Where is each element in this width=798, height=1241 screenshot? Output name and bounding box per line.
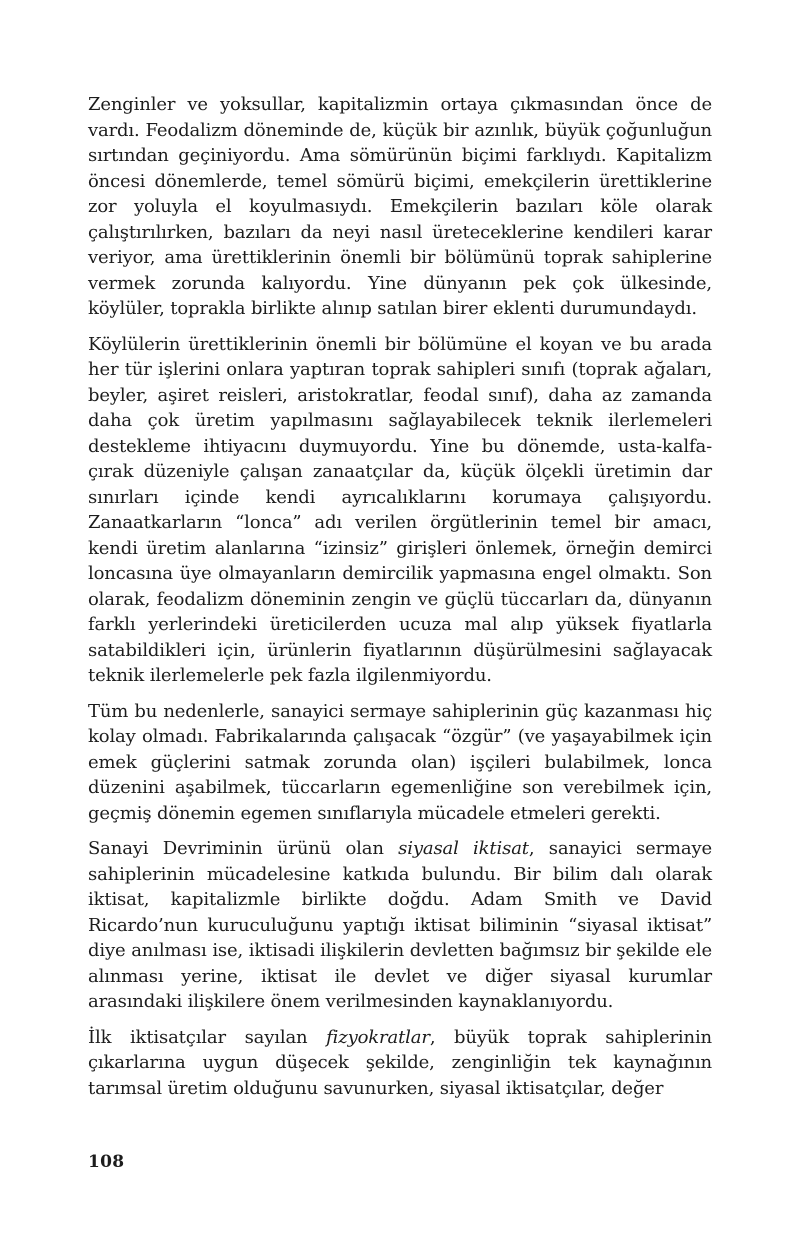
text-run: Zenginler ve yoksullar, kapitalizmin ortaya çıkmasından önce de vardı. Feodalizm döneminde de, küçük bir azınlık, büyük çoğunluğun sırtından geçiniyordu. Ama sömürünün biçimi farklıydı. Kapitalizm öncesi dönemlerde, temel sömürü biçimi, emekçilerin ürettiklerine zor yoluyla el koyulmasıydı. Emekçilerin bazıları köle olarak çalıştırılırken, bazıları da neyi nasıl üreteceklerine kendileri karar veriyor, ama ürettiklerinin önemli bir bölümünü toprak sahiplerine vermek zorunda kalıyordu. Yine dünyanın pek çok ülkesinde, köylüler, toprakla birlikte alınıp satılan birer eklenti durumundaydı. xyxy=(88,94,712,319)
text-run: Köylülerin ürettiklerinin önemli bir bölümüne el koyan ve bu arada her tür işlerini onlara yaptıran toprak sahipleri sınıfı (toprak ağaları, beyler, aşiret reisleri, aristokratlar, feodal sınıf), daha az zamanda daha çok üretim yapılmasını sağlayabilecek teknik ilerlemeleri destekleme ihtiyacını duymuyordu. Yine bu dönemde, usta-kalfa-çırak düzeniyle çalışan zanaatçılar da, küçük ölçekli üretimin dar sınırları içinde kendi ayrıcalıklarını korumaya çalışıyordu. Zanaatkarların “lonca” adı verilen örgütlerinin temel bir amacı, kendi üretim alanlarına “izinsiz” girişleri önlemek, örneğin demirci loncasına üye olmayanların demircilik yapmasına engel olmaktı. Son olarak, feodalizm döneminin zengin ve güçlü tüccarları da, dünyanın farklı yerlerindeki üreticilerden ucuza mal alıp yüksek fiyatlarla satabildikleri için, ürünlerin fiyatlarının düşürülmesini sağlayacak teknik ilerlemelerle pek fazla ilgilenmiyordu. xyxy=(88,333,712,686)
text-run: , büyük toprak sahiplerinin çıkarlarına uygun düşecek şekilde, zenginliğin tek kaynağının tarımsal üretim olduğunu savunurken, siyasal iktisatçılar, değer xyxy=(88,1026,712,1099)
italic-text-run: fizyokratlar xyxy=(326,1026,430,1048)
paragraph xyxy=(88,332,712,689)
text-run: , sanayici sermaye sahiplerinin mücadelesine katkıda bulundu. Bir bilim dalı olarak iktisat, kapitalizmle birlikte doğdu. Adam Smith ve David Ricardo’nun kuruculuğunu yaptığı iktisat biliminin “siyasal iktisat” diye anılması ise, iktisadi ilişkilerin devletten bağımsız bir şekilde ele alınması yerine, iktisat ile devlet ve diğer siyasal kurumlar arasındaki ilişkilere önem verilmesinden kaynaklanıyordu. xyxy=(88,838,713,1012)
paragraph xyxy=(88,92,712,322)
page-number: 108 xyxy=(88,1152,125,1172)
body-text xyxy=(88,92,712,1111)
text-run: Sanayi Devriminin ürünü olan xyxy=(88,838,399,859)
text-run: Tüm bu nedenlerle, sanayici sermaye sahiplerinin güç kazanması hiç kolay olmadı. Fabrikalarında çalışacak “özgür” (ve yaşayabilmek için emek güçlerini satmak zorunda olan) işçileri bulabilmek, lonca düzenini aşabilmek, tüccarların egemenliğine son verebilmek için, geçmiş dönemin egemen sınıflarıyla mücadele etmeleri gerekti. xyxy=(88,700,712,824)
paragraph xyxy=(88,699,712,827)
text-run: İlk iktisatçılar sayılan xyxy=(88,1026,327,1048)
italic-text-run: siyasal iktisat xyxy=(398,838,529,859)
paragraph xyxy=(88,836,712,1015)
paragraph xyxy=(88,1025,712,1102)
